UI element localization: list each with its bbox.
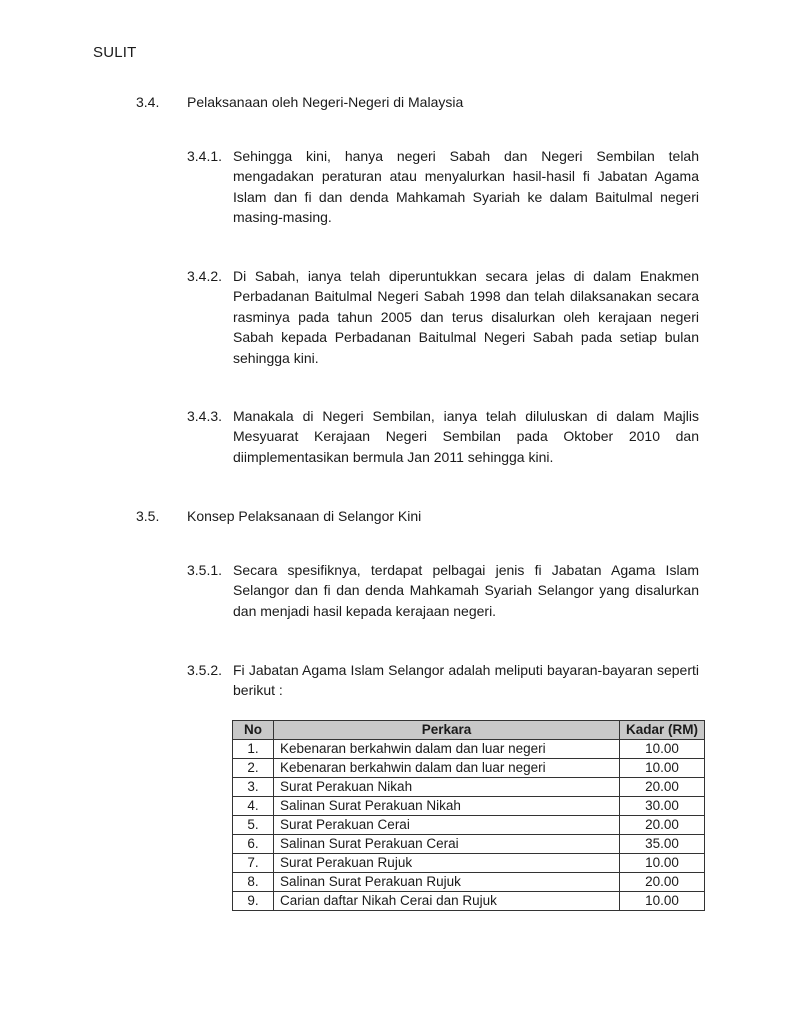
row-rate: 10.00 bbox=[620, 759, 705, 778]
table-row bbox=[233, 854, 705, 873]
table-row bbox=[233, 892, 705, 911]
table-row bbox=[233, 816, 705, 835]
row-rate: 20.00 bbox=[620, 873, 705, 892]
row-number: 8. bbox=[233, 873, 274, 892]
paragraph-3-4-3 bbox=[187, 406, 699, 467]
row-item: Salinan Surat Perakuan Nikah bbox=[274, 797, 620, 816]
row-rate: 20.00 bbox=[620, 778, 705, 797]
row-rate: 35.00 bbox=[620, 835, 705, 854]
section-number: 3.4. bbox=[136, 94, 160, 110]
fee-table bbox=[232, 720, 705, 911]
paragraph-text: Secara spesifiknya, terdapat pelbagai jenis fi Jabatan Agama Islam Selangor dan fi dan denda Mahkamah Syariah Selangor yang disalurkan dan menjadi hasil kepada kerajaan negeri. bbox=[233, 562, 699, 619]
row-rate: 30.00 bbox=[620, 797, 705, 816]
row-item: Carian daftar Nikah Cerai dan Rujuk bbox=[274, 892, 620, 911]
row-item: Surat Perakuan Cerai bbox=[274, 816, 620, 835]
paragraph-3-4-2 bbox=[187, 266, 699, 368]
document-header: SULIT bbox=[93, 44, 137, 61]
row-number: 2. bbox=[233, 759, 274, 778]
row-rate: 10.00 bbox=[620, 740, 705, 759]
table-header-row bbox=[233, 721, 705, 740]
paragraph-3-4-1 bbox=[187, 146, 699, 228]
table-row bbox=[233, 778, 705, 797]
column-header-no: No bbox=[233, 721, 274, 740]
row-item: Salinan Surat Perakuan Cerai bbox=[274, 835, 620, 854]
row-number: 4. bbox=[233, 797, 274, 816]
row-rate: 20.00 bbox=[620, 816, 705, 835]
section-title: Konsep Pelaksanaan di Selangor Kini bbox=[187, 508, 422, 524]
row-item: Salinan Surat Perakuan Rujuk bbox=[274, 873, 620, 892]
table-row bbox=[233, 740, 705, 759]
row-number: 1. bbox=[233, 740, 274, 759]
table-row bbox=[233, 759, 705, 778]
paragraph-number: 3.4.3. bbox=[187, 408, 223, 424]
row-number: 3. bbox=[233, 778, 274, 797]
row-item: Kebenaran berkahwin dalam dan luar negeri bbox=[274, 759, 620, 778]
paragraph-number: 3.5.1. bbox=[187, 562, 223, 578]
paragraph-text: Manakala di Negeri Sembilan, ianya telah diluluskan di dalam Majlis Mesyuarat Kerajaan Negeri Sembilan pada Oktober 2010 dan diimplementasikan bermula Jan 2011 sehingga kini. bbox=[233, 408, 699, 465]
row-rate: 10.00 bbox=[620, 892, 705, 911]
row-item: Surat Perakuan Nikah bbox=[274, 778, 620, 797]
row-rate: 10.00 bbox=[620, 854, 705, 873]
row-item: Surat Perakuan Rujuk bbox=[274, 854, 620, 873]
paragraph-3-5-2 bbox=[187, 660, 699, 701]
section-number: 3.5. bbox=[136, 508, 160, 524]
row-number: 7. bbox=[233, 854, 274, 873]
paragraph-text: Fi Jabatan Agama Islam Selangor adalah meliputi bayaran-bayaran seperti berikut : bbox=[233, 662, 699, 699]
paragraph-text: Di Sabah, ianya telah diperuntukkan secara jelas di dalam Enakmen Perbadanan Baitulmal Negeri Sabah 1998 dan telah dilaksanakan secara rasminya pada tahun 2005 dan terus disalurkan oleh kerajaan negeri Sabah kepada Perbadanan Baitulmal Negeri Sabah pada setiap bulan sehingga kini. bbox=[233, 268, 699, 366]
row-item: Kebenaran berkahwin dalam dan luar negeri bbox=[274, 740, 620, 759]
row-number: 6. bbox=[233, 835, 274, 854]
paragraph-number: 3.5.2. bbox=[187, 662, 223, 678]
column-header-kadar: Kadar (RM) bbox=[620, 721, 705, 740]
paragraph-3-5-1 bbox=[187, 560, 699, 621]
column-header-perkara: Perkara bbox=[274, 721, 620, 740]
section-title: Pelaksanaan oleh Negeri-Negeri di Malaysia bbox=[187, 94, 464, 110]
row-number: 9. bbox=[233, 892, 274, 911]
table-row bbox=[233, 835, 705, 854]
row-number: 5. bbox=[233, 816, 274, 835]
paragraph-text: Sehingga kini, hanya negeri Sabah dan Negeri Sembilan telah mengadakan peraturan atau menyalurkan hasil-hasil fi Jabatan Agama Islam dan fi dan denda Mahkamah Syariah ke dalam Baitulmal negeri masing-masing. bbox=[233, 148, 699, 226]
paragraph-number: 3.4.2. bbox=[187, 268, 223, 284]
table-row bbox=[233, 797, 705, 816]
table-row bbox=[233, 873, 705, 892]
paragraph-number: 3.4.1. bbox=[187, 148, 223, 164]
